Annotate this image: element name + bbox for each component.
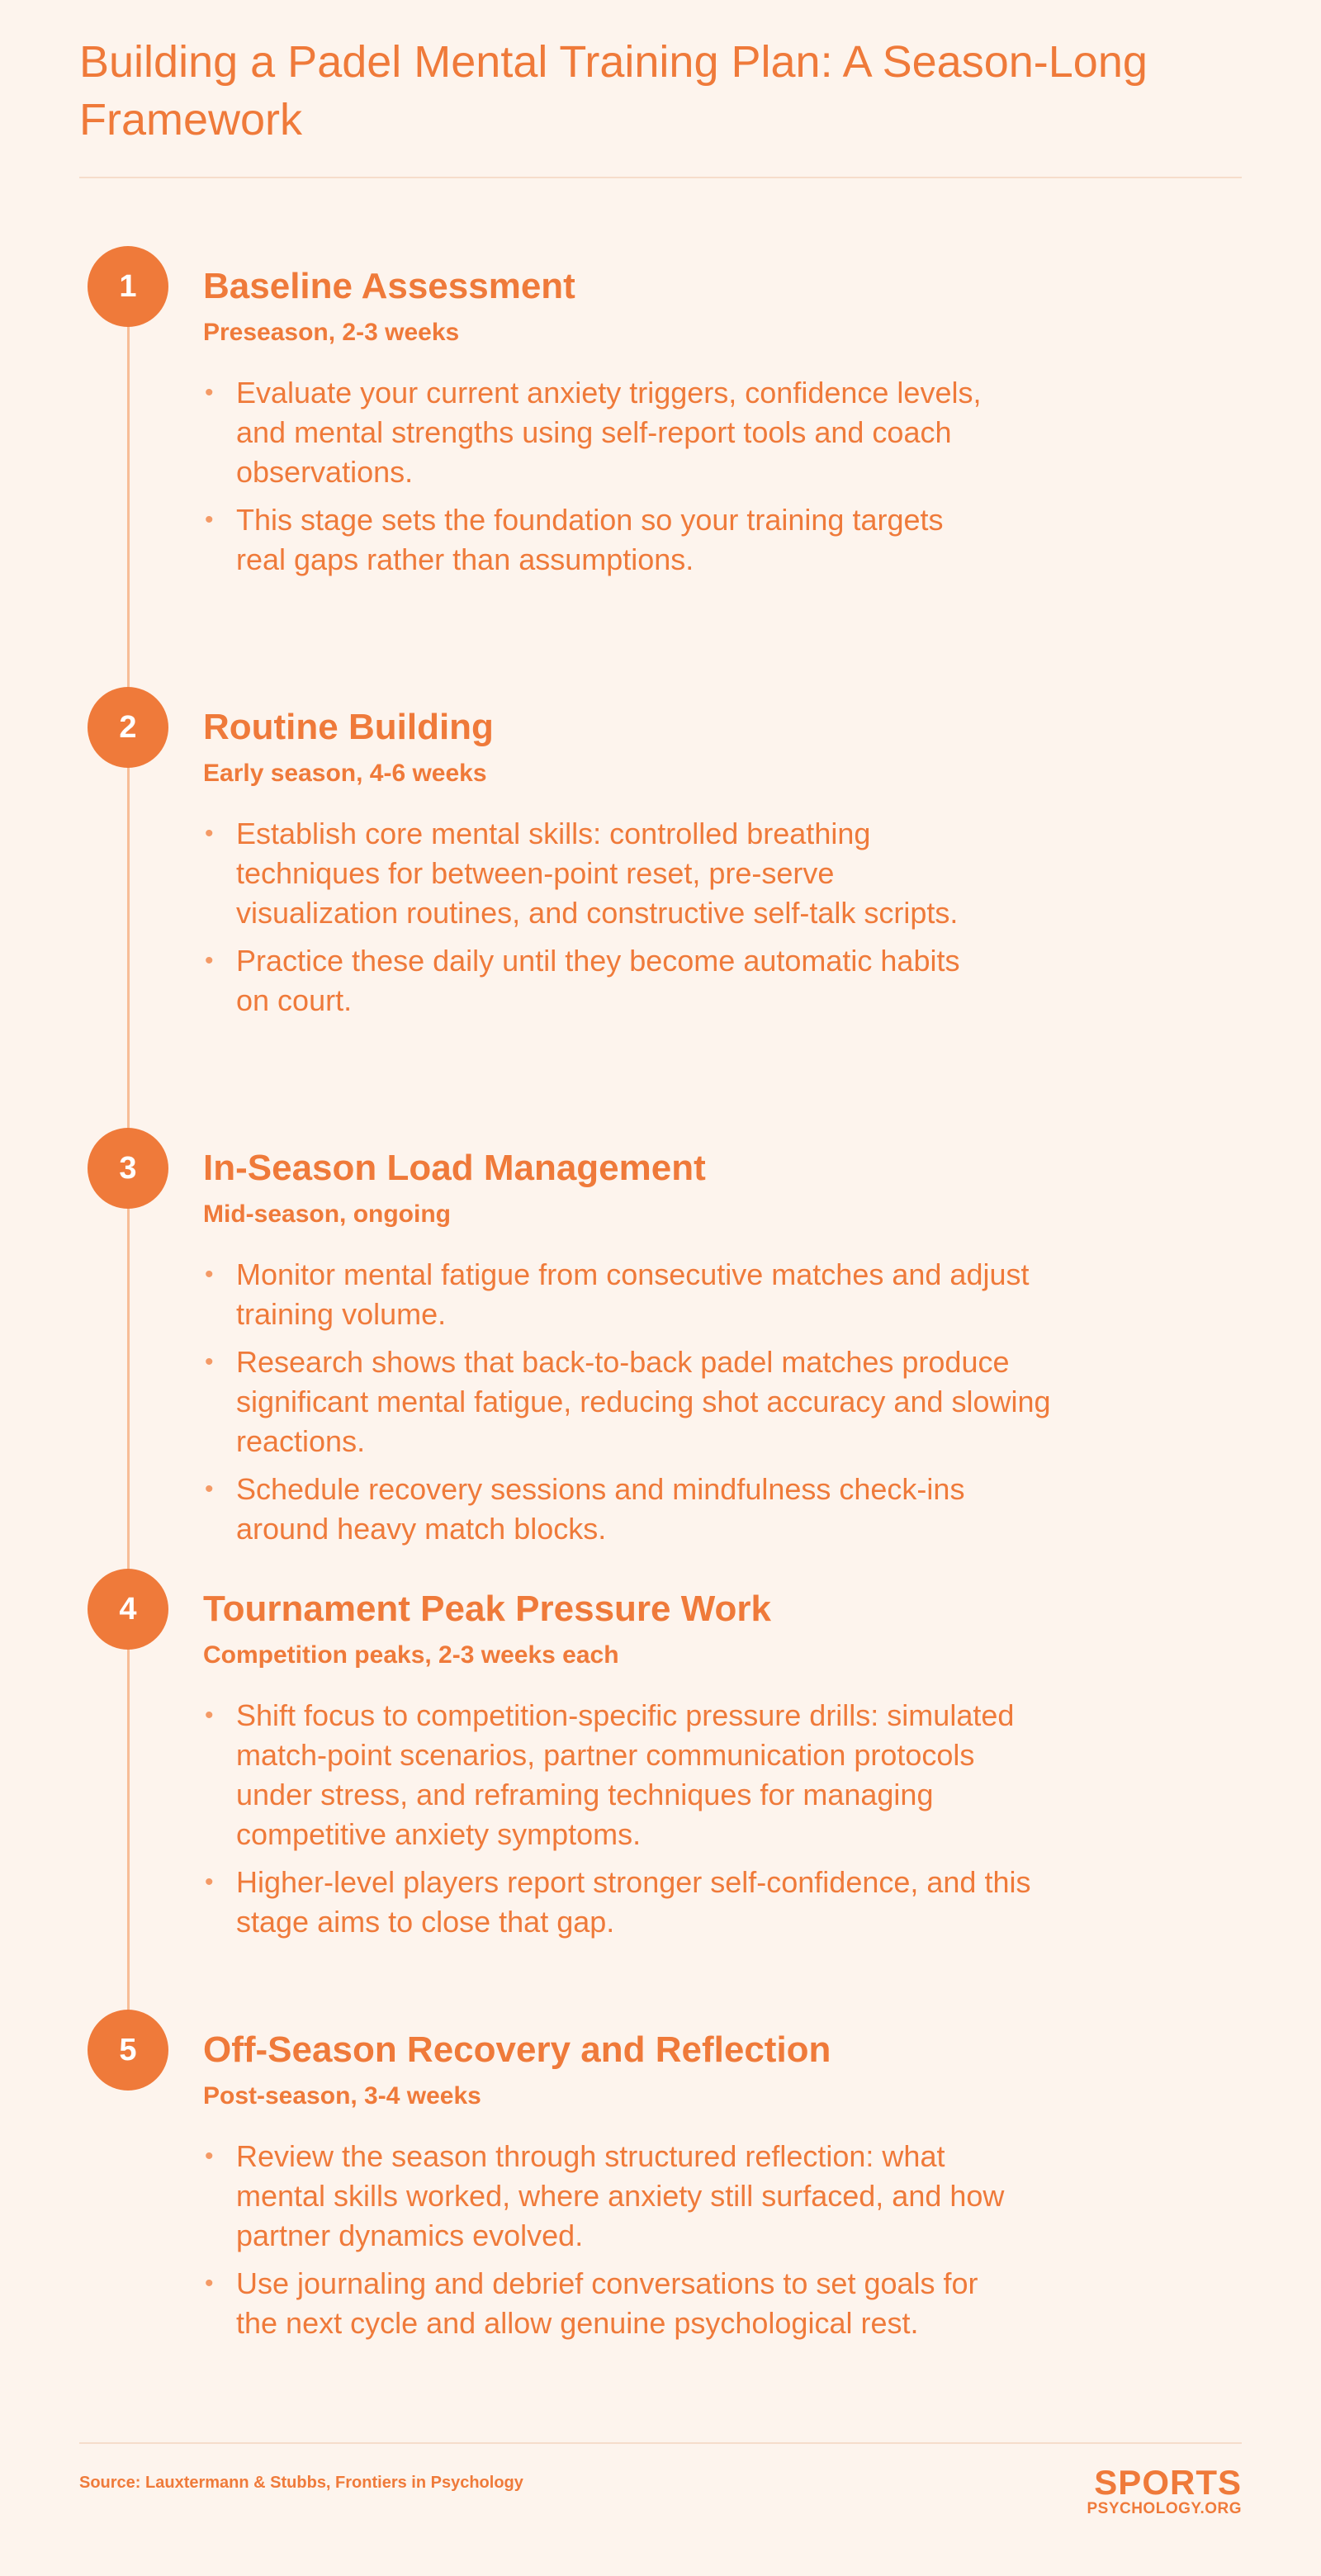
stage-timeframe: Competition peaks, 2-3 weeks each [203, 1641, 619, 1669]
stage-content [203, 1587, 1062, 1950]
bullet-icon: • [205, 947, 214, 974]
bullet-icon: • [205, 1475, 214, 1503]
bullet-item [203, 2264, 1012, 2343]
bullet-item [203, 373, 996, 492]
stage-number-badge: 2 [88, 687, 168, 768]
stage-number-badge: 4 [88, 1569, 168, 1650]
stage-title: In-Season Load Management [203, 1148, 706, 1188]
sportspsychology-logo [1087, 2465, 1242, 2518]
stage-content [203, 264, 1062, 588]
bullet-icon: • [205, 1348, 214, 1376]
stage-timeframe: Early season, 4-6 weeks [203, 760, 487, 787]
bullet-item [203, 941, 996, 1020]
stage-number-badge: 1 [88, 246, 168, 327]
stage-content [203, 1146, 1062, 1557]
bullet-icon: • [205, 1702, 214, 1729]
header-divider [79, 177, 1242, 178]
bullet-text: Review the season through structured reflection: what mental skills worked, where anxiety still surfaced, and how partner dynamics evolved. [236, 2139, 1005, 2252]
bullet-item [203, 1863, 1037, 1942]
bullet-text: Practice these daily until they become automatic habits on court. [236, 944, 960, 1017]
bullet-item [203, 500, 996, 580]
bullet-icon: • [205, 2270, 214, 2297]
bullet-icon: • [205, 1868, 214, 1896]
stage-bullets [203, 2137, 1012, 2343]
stage-content [203, 705, 1062, 1029]
stage-title: Baseline Assessment [203, 266, 575, 306]
stage-timeframe: Post-season, 3-4 weeks [203, 2082, 481, 2110]
page-title: Building a Padel Mental Training Plan: A Season-Long Framework [79, 37, 1148, 144]
stage-bullets [203, 1696, 1037, 1942]
source-citation: Source: Lauxtermann & Stubbs, Frontiers in Psychology [79, 2474, 523, 2492]
bullet-icon: • [205, 1261, 214, 1288]
bullet-text: Evaluate your current anxiety triggers, confidence levels, and mental strengths using self-report tools and coach observations. [236, 376, 982, 489]
bullet-text: Higher-level players report stronger self-confidence, and this stage aims to close that gap. [236, 1865, 1031, 1939]
bullet-text: Monitor mental fatigue from consecutive matches and adjust training volume. [236, 1257, 1030, 1331]
stage-bullets [203, 1255, 1062, 1549]
stage-number-badge: 3 [88, 1128, 168, 1209]
stage-title: Routine Building [203, 707, 494, 747]
bullet-item [203, 1470, 1062, 1549]
stage-timeframe: Mid-season, ongoing [203, 1200, 451, 1228]
logo-subtitle: PSYCHOLOGY.ORG [1087, 2500, 1242, 2517]
stage-timeframe: Preseason, 2-3 weeks [203, 319, 460, 346]
bullet-item [203, 1342, 1062, 1461]
bullet-icon: • [205, 379, 214, 406]
bullet-icon: • [205, 506, 214, 533]
bullet-item [203, 2137, 1012, 2256]
stage-content [203, 2028, 1062, 2351]
logo-wordmark: SPORTS [1094, 2463, 1242, 2502]
stage-bullets [203, 373, 996, 580]
stage-number-badge: 5 [88, 2010, 168, 2091]
stage-bullets [203, 814, 996, 1020]
bullet-text: Schedule recovery sessions and mindfulness check-ins around heavy match blocks. [236, 1472, 965, 1546]
bullet-text: Research shows that back-to-back padel matches produce significant mental fatigue, reducing shot accuracy and slowing reactions. [236, 1345, 1051, 1458]
bullet-icon: • [205, 2143, 214, 2170]
bullet-item [203, 1696, 1037, 1854]
bullet-text: Establish core mental skills: controlled breathing techniques for between-point reset, pre-serve visualization routines, and constructive self-talk scripts. [236, 817, 959, 930]
bullet-text: Shift focus to competition-specific pressure drills: simulated match-point scenarios, partner communication protocols under stress, and reframing techniques for managing competitive anxiety symptoms. [236, 1698, 1015, 1851]
footer-divider [79, 2442, 1242, 2444]
bullet-item [203, 814, 996, 933]
bullet-icon: • [205, 820, 214, 847]
stage-title: Tournament Peak Pressure Work [203, 1589, 771, 1629]
bullet-item [203, 1255, 1062, 1334]
bullet-text: This stage sets the foundation so your training targets real gaps rather than assumptions. [236, 503, 944, 576]
stage-title: Off-Season Recovery and Reflection [203, 2029, 831, 2070]
bullet-text: Use journaling and debrief conversations to set goals for the next cycle and allow genuine psychological rest. [236, 2266, 978, 2340]
